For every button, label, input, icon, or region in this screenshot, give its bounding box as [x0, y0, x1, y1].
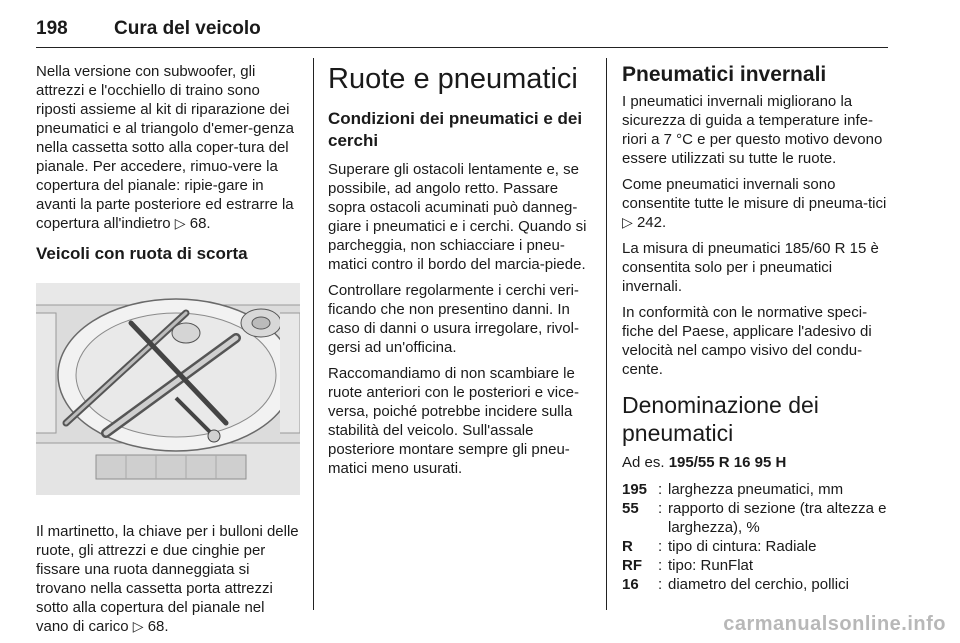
- intro-paragraph: Nella versione con subwoofer, gli attrezzi e l'occhiello di traino sono riposti assieme al kit di riparazione dei pneumatici e al triangolo d'emer-genza nella cassetta sotto alla coper-tura del pianale. Per accedere, rimuo-vere la copertura del pianale: ripie-gare in avanti la parte posteriore ed estrarre la copertura all'indietro ▷ 68.: [36, 63, 295, 232]
- page-reference[interactable]: 68.: [189, 215, 211, 232]
- header-rule: [36, 47, 888, 48]
- page-reference[interactable]: 242.: [636, 214, 667, 231]
- figure-caption: Il martinetto, la chiave per i bulloni delle ruote, gli attrezzi e due cinghie per fissare una ruota danneggiata si trovano nella cassetta porta attrezzi sotto alla copertura del pianale nel vano di carico ▷ 68.: [36, 523, 299, 635]
- paragraph: I pneumatici invernali migliorano la sicurezza di guida a temperature infe-riori a 7 °C e per questo motivo devono essere utilizzati su tutte le ruote.: [622, 93, 883, 167]
- definition-row: 16 : diametro del cerchio, pollici: [622, 576, 849, 593]
- column-1: [36, 62, 300, 643]
- section-title: Cura del veicolo: [114, 18, 261, 39]
- example-code: 195/55 R 16 95 H: [668, 454, 787, 471]
- page-reference[interactable]: 68.: [147, 618, 169, 635]
- watermark: carmanualsonline.info: [723, 613, 946, 635]
- paragraph: La misura di pneumatici 185/60 R 15 è consentita solo per i pneumatici invernali.: [622, 240, 879, 295]
- column-divider-1: [313, 58, 314, 610]
- definition-row: 55 : rapporto di sezione (tra altezza e larghezza), %: [622, 500, 887, 536]
- paragraph: Superare gli ostacoli lentamente e, se possibile, ad angolo retto. Passare sopra ostacoli acuminati può danneg-giare i pneumatici e i cerchi. Quando si parcheggia, non schiacciare i pneu-matici contro il bordo del marcia-piede.: [328, 161, 587, 273]
- section-title-tyre-designation: Denominazione dei pneumatici: [622, 392, 819, 446]
- arrow-reference-icon: ▷: [132, 618, 144, 634]
- column-2: [328, 62, 592, 485]
- spare-wheel-tools-illustration: [36, 283, 300, 495]
- definition-row: R : tipo di cintura: Radiale: [622, 538, 817, 555]
- definition-row: RF : tipo: RunFlat: [622, 557, 754, 574]
- arrow-reference-icon: ▷: [174, 215, 186, 231]
- paragraph: Come pneumatici invernali sono consentite tutte le misure di pneuma-tici ▷ 242.: [622, 176, 887, 231]
- page-number: 198: [36, 18, 68, 39]
- section-heading-spare-wheel: Veicoli con ruota di scorta: [36, 244, 248, 263]
- column-3: [622, 62, 890, 594]
- section-title-winter-tyres: Pneumatici invernali: [622, 63, 827, 86]
- section-title-wheels-tyres: Ruote e pneumatici: [328, 63, 578, 95]
- page-header: [36, 18, 888, 44]
- arrow-reference-icon: ▷: [622, 214, 633, 230]
- paragraph: In conformità con le normative speci-fiche del Paese, applicare l'adesivo di velocità nel campo visivo del condu-cente.: [622, 304, 872, 378]
- definition-row: 195 : larghezza pneumatici, mm: [622, 481, 844, 498]
- column-divider-2: [606, 58, 607, 610]
- paragraph: Controllare regolarmente i cerchi veri-ficando che non presentino danni. In caso di danni o usura irregolare, rivol-gersi ad un'officina.: [328, 282, 579, 356]
- paragraph: Raccomandiamo di non scambiare le ruote anteriori con le posteriori e vice-versa, poiché potrebbe incidere sulla stabilità del veicolo. Sull'assale posteriore montare sempre gli pneu-matici meno usurati.: [328, 365, 579, 477]
- example-line: Ad es. 195/55 R 16 95 H: [622, 454, 787, 471]
- definition-list: [622, 480, 890, 594]
- subsection-title-tyre-condition: Condizioni dei pneumatici e dei cerchi: [328, 109, 583, 150]
